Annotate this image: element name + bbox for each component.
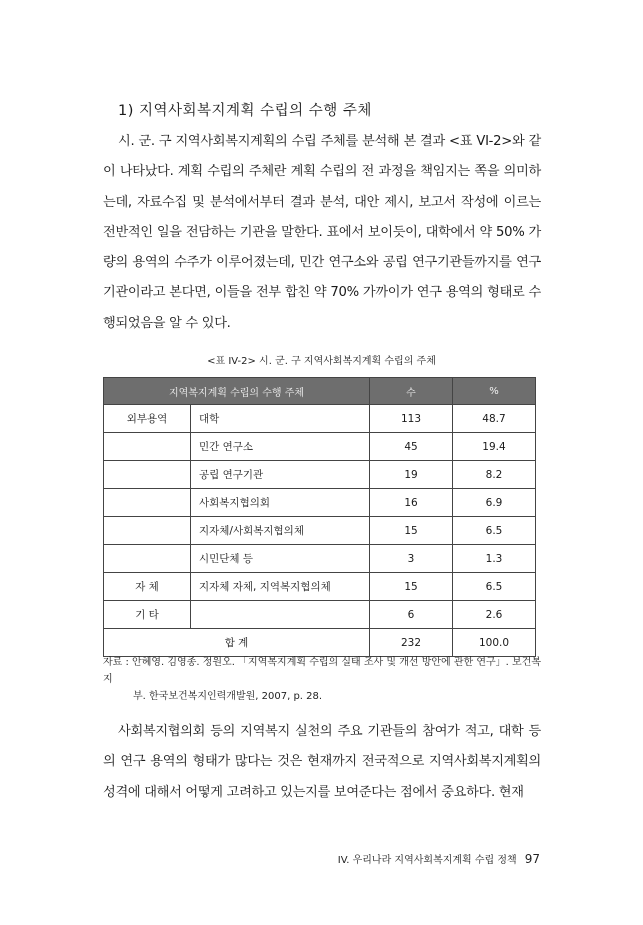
row-label (191, 601, 370, 629)
row-percent: 2.6 (453, 601, 536, 629)
row-category (104, 517, 191, 545)
row-percent: 6.5 (453, 573, 536, 601)
row-label: 지자체 자체, 지역복지협의체 (191, 573, 370, 601)
table-source-note (103, 654, 543, 705)
running-title: IV. 우리나라 지역사회복지계획 수립 정책 (337, 855, 517, 866)
row-category (104, 545, 191, 573)
table-row (104, 573, 536, 601)
table-row (104, 433, 536, 461)
header-percent: % (453, 378, 536, 405)
row-count: 6 (370, 601, 453, 629)
table-row (104, 545, 536, 573)
total-count: 232 (370, 629, 453, 657)
row-category (104, 461, 191, 489)
row-category: 자 체 (104, 573, 191, 601)
table-row (104, 601, 536, 629)
row-percent: 6.9 (453, 489, 536, 517)
header-count: 수 (370, 378, 453, 405)
total-label: 합 계 (104, 629, 370, 657)
total-percent: 100.0 (453, 629, 536, 657)
row-category: 외부용역 (104, 405, 191, 433)
row-label: 사회복지협의회 (191, 489, 370, 517)
table-row (104, 461, 536, 489)
table-total-row (104, 629, 536, 657)
row-count: 45 (370, 433, 453, 461)
table-row (104, 489, 536, 517)
body-paragraph-2: 사회복지협의회 등의 지역복지 실천의 주요 기관들의 참여가 적고, 대학 등의 연구 용역의 형태가 많다는 것은 현재까지 전국적으로 지역사회복지계획의 성격에 대해서 어떻게 고려하고 있는지를 보여준다는 점에서 중요하다. 현재 (103, 724, 541, 800)
row-label: 지자체/사회복지협의체 (191, 517, 370, 545)
row-label: 대학 (191, 405, 370, 433)
table-caption: <표 IV-2> 시. 군. 구 지역사회복지계획 수립의 주체 (207, 356, 436, 367)
row-percent: 6.5 (453, 517, 536, 545)
row-count: 15 (370, 573, 453, 601)
row-percent: 19.4 (453, 433, 536, 461)
planning-subject-table (103, 377, 536, 657)
row-count: 16 (370, 489, 453, 517)
header-subject: 지역복지계획 수립의 수행 주체 (104, 378, 370, 405)
row-count: 113 (370, 405, 453, 433)
row-count: 3 (370, 545, 453, 573)
source-line-1: 자료 : 안혜영. 김영종. 정원오. 「지역복지계획 수립의 실태 조사 및 개선 방안에 관한 연구」. 보건복지 (103, 657, 542, 685)
row-label: 공립 연구기관 (191, 461, 370, 489)
page-footer (338, 851, 540, 866)
row-category (104, 489, 191, 517)
row-category: 기 타 (104, 601, 191, 629)
row-count: 15 (370, 517, 453, 545)
row-percent: 8.2 (453, 461, 536, 489)
source-line-2: 부. 한국보건복지인력개발원, 2007, p. 28. (133, 691, 323, 702)
row-count: 19 (370, 461, 453, 489)
table-row (104, 405, 536, 433)
row-label: 시민단체 등 (191, 545, 370, 573)
table-row (104, 517, 536, 545)
row-percent: 48.7 (453, 405, 536, 433)
table-header-row (104, 378, 536, 405)
row-percent: 1.3 (453, 545, 536, 573)
row-label: 민간 연구소 (191, 433, 370, 461)
body-paragraph-1: 시. 군. 구 지역사회복지계획의 수립 주체를 분석해 본 결과 <표 VI-2>와 같이 나타났다. 계획 수립의 주체란 계획 수립의 전 과정을 책임지는 쪽을 의미하는데, 자료수집 및 분석에서부터 결과 분석, 대안 제시, 보고서 작성에 이르는 전반적인 일을 전담하는 기관을 말한다. 표에서 보이듯이, 대학에서 약 50% 가량의 용역의 수주가 이루어졌는데, 민간 연구소와 공립 연구기관들까지를 연구 기관이라고 본다면, 이들을 전부 합친 약 70% 가까이가 연구 용역의 형태로 수행되었음을 알 수 있다. (103, 134, 541, 331)
page-number: 97 (524, 852, 540, 866)
section-heading: 1) 지역사회복지계획 수립의 수행 주체 (118, 103, 372, 119)
row-category (104, 433, 191, 461)
